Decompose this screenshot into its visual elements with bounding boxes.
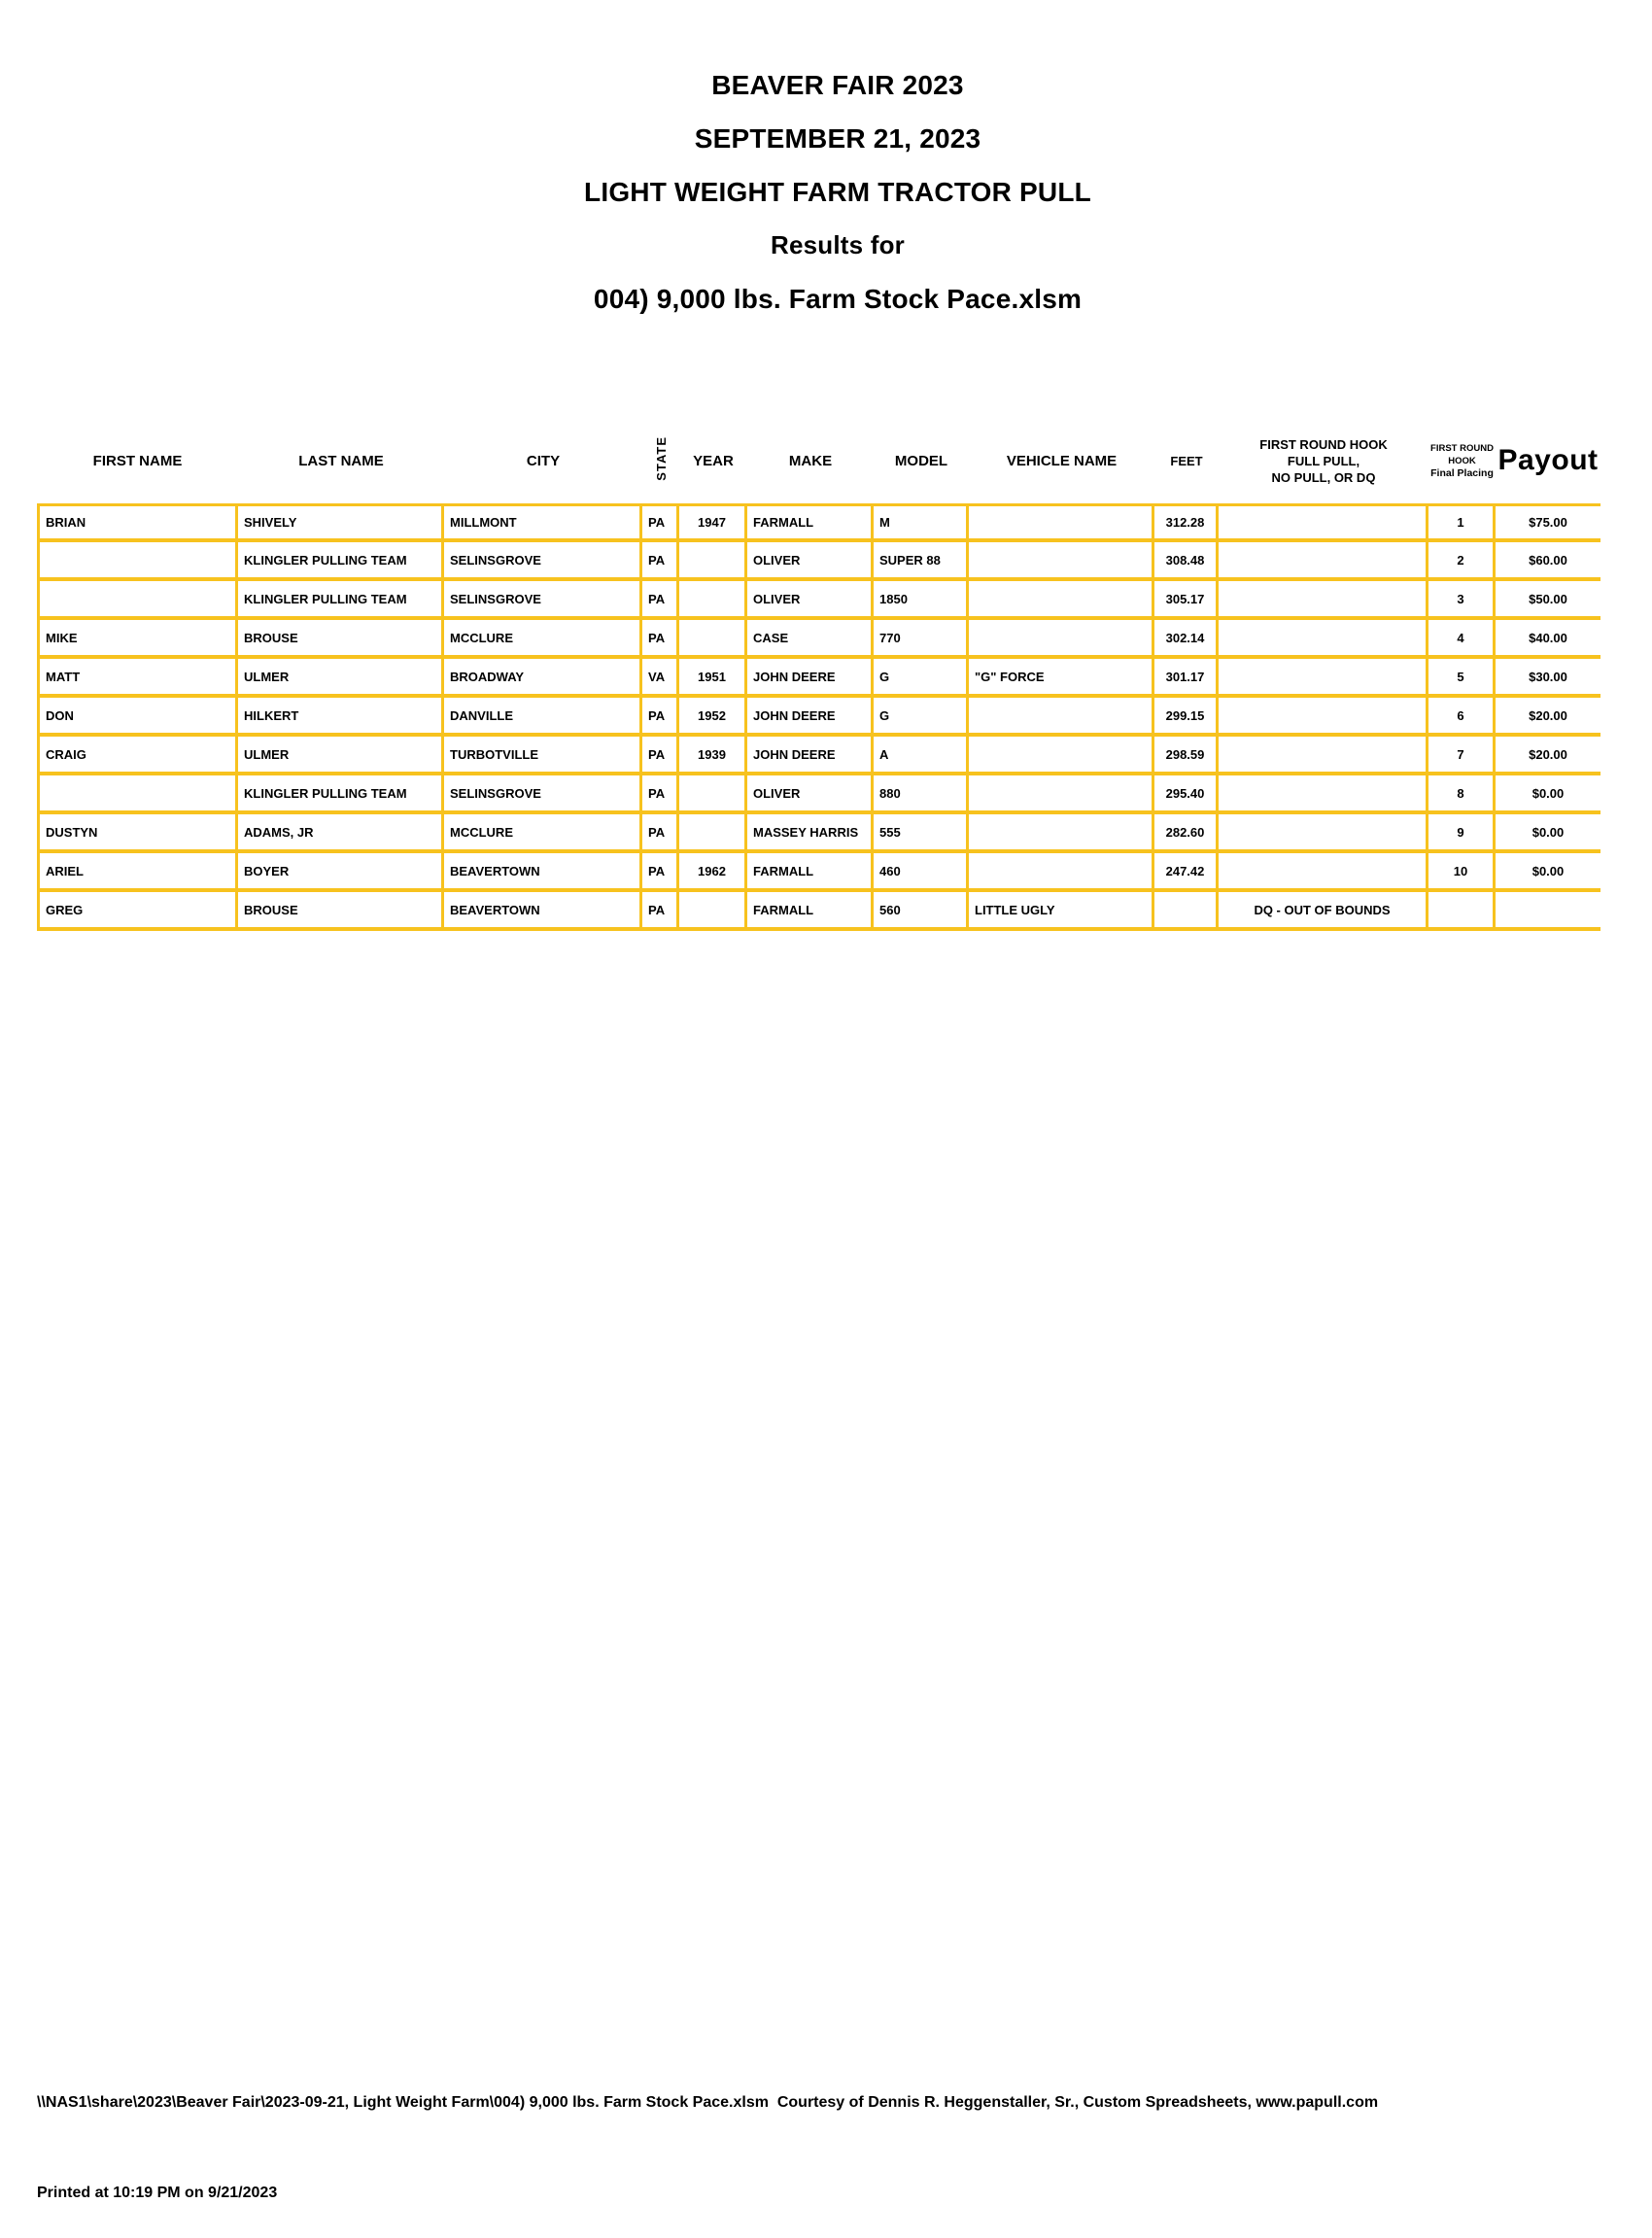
cell-last-name: ADAMS, JR [238, 814, 444, 853]
header-row [37, 418, 1600, 503]
cell-payout: $50.00 [1496, 581, 1600, 620]
header-first-round-hook [1219, 418, 1428, 503]
cell-make: CASE [747, 620, 874, 659]
cell-vehicle-name [969, 620, 1154, 659]
cell-state: PA [642, 503, 679, 542]
header-city: CITY [526, 452, 561, 469]
cell-model: SUPER 88 [874, 542, 969, 581]
header-hook-line-3: NO PULL, OR DQ [1271, 469, 1376, 485]
cell-model: 460 [874, 853, 969, 892]
header-hook-line-1: FIRST ROUND HOOK [1259, 436, 1388, 452]
cell-make: OLIVER [747, 581, 874, 620]
cell-first-round-hook [1219, 775, 1428, 814]
cell-first-round-hook: DQ - OUT OF BOUNDS [1219, 892, 1428, 931]
cell-feet: 282.60 [1154, 814, 1219, 853]
header-state [642, 418, 679, 503]
cell-vehicle-name [969, 503, 1154, 542]
cell-last-name: KLINGLER PULLING TEAM [238, 775, 444, 814]
cell-model: 770 [874, 620, 969, 659]
cell-city: TURBOTVILLE [444, 737, 642, 775]
cell-state: PA [642, 775, 679, 814]
cell-feet: 295.40 [1154, 775, 1219, 814]
cell-state: PA [642, 814, 679, 853]
cell-payout: $0.00 [1496, 853, 1600, 892]
cell-placing: 9 [1428, 814, 1496, 853]
page-footer [37, 2027, 1378, 2238]
title-block [0, 58, 1652, 326]
cell-last-name: BOYER [238, 853, 444, 892]
footer-printed-at: Printed at 10:19 PM on 9/21/2023 [37, 2185, 278, 2201]
cell-model: 555 [874, 814, 969, 853]
header-placing-line-2: HOOK [1448, 455, 1476, 466]
cell-placing: 7 [1428, 737, 1496, 775]
cell-first-name: DON [37, 698, 238, 737]
table-row [37, 503, 1600, 542]
header-first-name: FIRST NAME [92, 452, 183, 469]
cell-year: 1951 [679, 659, 747, 698]
cell-last-name: KLINGLER PULLING TEAM [238, 581, 444, 620]
header-final-placing [1428, 418, 1496, 503]
cell-first-name: DUSTYN [37, 814, 238, 853]
results-table-header [37, 418, 1600, 503]
cell-placing: 3 [1428, 581, 1496, 620]
cell-make: JOHN DEERE [747, 659, 874, 698]
cell-vehicle-name [969, 853, 1154, 892]
cell-placing: 10 [1428, 853, 1496, 892]
table-row [37, 620, 1600, 659]
cell-year [679, 775, 747, 814]
cell-make: JOHN DEERE [747, 737, 874, 775]
cell-last-name: BROUSE [238, 620, 444, 659]
cell-first-round-hook [1219, 698, 1428, 737]
event-class-title: LIGHT WEIGHT FARM TRACTOR PULL [584, 177, 1091, 207]
table-row [37, 698, 1600, 737]
cell-placing: 4 [1428, 620, 1496, 659]
results-table [37, 418, 1600, 931]
cell-first-name: BRIAN [37, 503, 238, 542]
cell-last-name: HILKERT [238, 698, 444, 737]
cell-model: G [874, 698, 969, 737]
cell-first-round-hook [1219, 581, 1428, 620]
cell-year: 1962 [679, 853, 747, 892]
cell-make: FARMALL [747, 503, 874, 542]
cell-state: PA [642, 737, 679, 775]
header-year: YEAR [693, 452, 734, 469]
cell-year [679, 620, 747, 659]
cell-placing: 6 [1428, 698, 1496, 737]
cell-make: FARMALL [747, 853, 874, 892]
cell-make: JOHN DEERE [747, 698, 874, 737]
cell-year: 1947 [679, 503, 747, 542]
cell-feet: 299.15 [1154, 698, 1219, 737]
cell-model: 560 [874, 892, 969, 931]
cell-city: MCCLURE [444, 814, 642, 853]
cell-last-name: ULMER [238, 659, 444, 698]
cell-vehicle-name [969, 737, 1154, 775]
cell-feet: 302.14 [1154, 620, 1219, 659]
cell-payout: $30.00 [1496, 659, 1600, 698]
cell-city: BEAVERTOWN [444, 892, 642, 931]
results-for-label: Results for [770, 230, 905, 259]
event-title: BEAVER FAIR 2023 [711, 70, 964, 100]
cell-payout: $40.00 [1496, 620, 1600, 659]
cell-placing [1428, 892, 1496, 931]
cell-state: PA [642, 581, 679, 620]
cell-payout: $0.00 [1496, 775, 1600, 814]
cell-model: 1850 [874, 581, 969, 620]
cell-state: PA [642, 620, 679, 659]
cell-feet [1154, 892, 1219, 931]
cell-feet: 308.48 [1154, 542, 1219, 581]
cell-year: 1952 [679, 698, 747, 737]
cell-first-round-hook [1219, 853, 1428, 892]
table-row [37, 542, 1600, 581]
cell-first-round-hook [1219, 620, 1428, 659]
cell-vehicle-name: LITTLE UGLY [969, 892, 1154, 931]
cell-year [679, 814, 747, 853]
cell-first-name: MATT [37, 659, 238, 698]
cell-make: OLIVER [747, 542, 874, 581]
header-feet: FEET [1170, 453, 1203, 468]
cell-feet: 305.17 [1154, 581, 1219, 620]
cell-feet: 312.28 [1154, 503, 1219, 542]
cell-payout: $20.00 [1496, 737, 1600, 775]
header-placing-line-3: Final Placing [1430, 466, 1494, 479]
cell-placing: 8 [1428, 775, 1496, 814]
header-model: MODEL [894, 452, 948, 469]
cell-model: 880 [874, 775, 969, 814]
cell-vehicle-name [969, 542, 1154, 581]
cell-first-round-hook [1219, 737, 1428, 775]
cell-first-name [37, 581, 238, 620]
cell-year [679, 581, 747, 620]
cell-city: DANVILLE [444, 698, 642, 737]
cell-payout: $75.00 [1496, 503, 1600, 542]
cell-city: MILLMONT [444, 503, 642, 542]
cell-placing: 2 [1428, 542, 1496, 581]
results-table-body [37, 503, 1600, 931]
cell-vehicle-name: "G" FORCE [969, 659, 1154, 698]
cell-first-name: MIKE [37, 620, 238, 659]
cell-first-round-hook [1219, 814, 1428, 853]
cell-vehicle-name [969, 775, 1154, 814]
header-state-label: STATE [653, 436, 669, 481]
cell-payout: $0.00 [1496, 814, 1600, 853]
header-placing-line-1: FIRST ROUND [1430, 442, 1494, 454]
cell-make: MASSEY HARRIS [747, 814, 874, 853]
cell-year [679, 542, 747, 581]
table-row [37, 581, 1600, 620]
cell-state: PA [642, 853, 679, 892]
cell-year [679, 892, 747, 931]
cell-feet: 298.59 [1154, 737, 1219, 775]
table-row [37, 775, 1600, 814]
cell-payout [1496, 892, 1600, 931]
cell-feet: 301.17 [1154, 659, 1219, 698]
cell-last-name: BROUSE [238, 892, 444, 931]
cell-first-round-hook [1219, 503, 1428, 542]
cell-last-name: SHIVELY [238, 503, 444, 542]
footer-file-path: \\NAS1\share\2023\Beaver Fair\2023-09-21, Light Weight Farm\004) 9,000 lbs. Farm Stock Pace.xlsm Courtesy of Dennis R. Heggenstaller, Sr., Custom Spreadsheets, www.papull.com [37, 2094, 1379, 2111]
cell-state: VA [642, 659, 679, 698]
table-row [37, 892, 1600, 931]
cell-model: A [874, 737, 969, 775]
cell-last-name: ULMER [238, 737, 444, 775]
header-hook-line-2: FULL PULL, [1287, 453, 1360, 468]
cell-model: G [874, 659, 969, 698]
cell-vehicle-name [969, 814, 1154, 853]
cell-city: BROADWAY [444, 659, 642, 698]
cell-city: MCCLURE [444, 620, 642, 659]
cell-vehicle-name [969, 581, 1154, 620]
cell-first-name [37, 775, 238, 814]
cell-first-name [37, 542, 238, 581]
header-vehicle-name: VEHICLE NAME [1006, 452, 1118, 469]
cell-last-name: KLINGLER PULLING TEAM [238, 542, 444, 581]
cell-first-round-hook [1219, 659, 1428, 698]
cell-make: FARMALL [747, 892, 874, 931]
cell-first-name: CRAIG [37, 737, 238, 775]
cell-city: SELINSGROVE [444, 775, 642, 814]
cell-first-round-hook [1219, 542, 1428, 581]
cell-state: PA [642, 892, 679, 931]
cell-payout: $20.00 [1496, 698, 1600, 737]
cell-vehicle-name [969, 698, 1154, 737]
header-payout: Payout [1497, 444, 1599, 476]
cell-make: OLIVER [747, 775, 874, 814]
cell-state: PA [642, 698, 679, 737]
event-date: SEPTEMBER 21, 2023 [694, 123, 981, 154]
cell-first-name: GREG [37, 892, 238, 931]
cell-feet: 247.42 [1154, 853, 1219, 892]
table-row [37, 659, 1600, 698]
cell-city: BEAVERTOWN [444, 853, 642, 892]
cell-model: M [874, 503, 969, 542]
table-row [37, 853, 1600, 892]
cell-city: SELINSGROVE [444, 581, 642, 620]
table-row [37, 737, 1600, 775]
cell-first-name: ARIEL [37, 853, 238, 892]
header-last-name: LAST NAME [298, 452, 384, 469]
cell-year: 1939 [679, 737, 747, 775]
cell-city: SELINSGROVE [444, 542, 642, 581]
cell-state: PA [642, 542, 679, 581]
cell-placing: 5 [1428, 659, 1496, 698]
table-row [37, 814, 1600, 853]
cell-payout: $60.00 [1496, 542, 1600, 581]
cell-placing: 1 [1428, 503, 1496, 542]
results-file-name: 004) 9,000 lbs. Farm Stock Pace.xlsm [593, 284, 1083, 314]
header-make: MAKE [788, 452, 833, 469]
